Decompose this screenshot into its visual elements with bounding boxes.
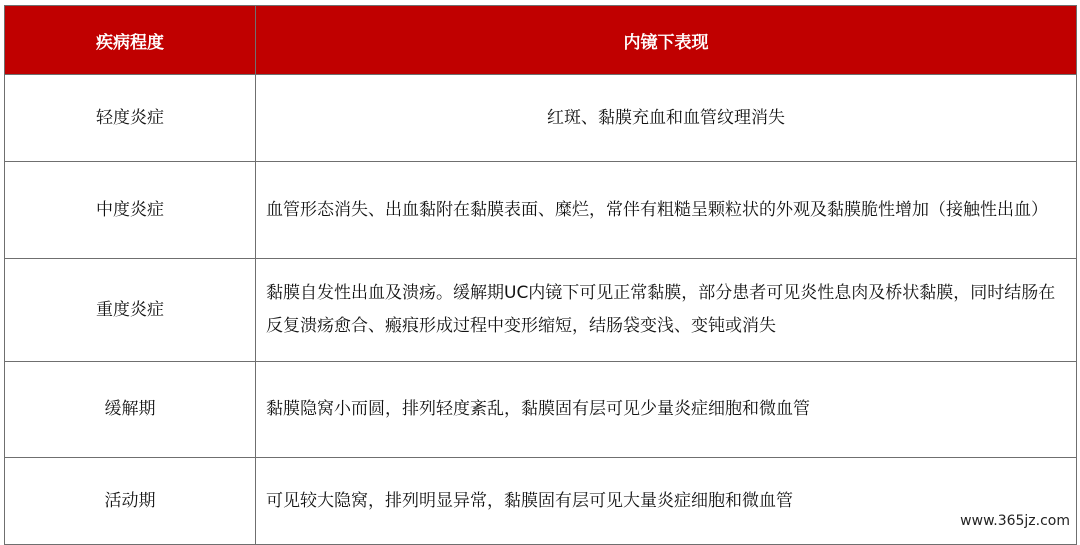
severity-cell: 中度炎症 — [5, 162, 256, 259]
findings-cell: 血管形态消失、出血黏附在黏膜表面、糜烂，常伴有粗糙呈颗粒状的外观及黏膜脆性增加（接触性出血） — [256, 162, 1077, 259]
severity-cell: 活动期 — [5, 458, 256, 545]
header-endoscopic-findings: 内镜下表现 — [256, 6, 1077, 75]
table-row — [5, 162, 1077, 259]
site-watermark: www.365jz.com — [960, 513, 1070, 529]
table-row — [5, 75, 1077, 162]
severity-cell: 重度炎症 — [5, 259, 256, 362]
table-container — [4, 5, 1076, 531]
findings-cell: 黏膜自发性出血及溃疡。缓解期UC内镜下可见正常黏膜，部分患者可见炎性息肉及桥状黏膜，同时结肠在反复溃疡愈合、瘢痕形成过程中变形缩短，结肠袋变浅、变钝或消失 — [256, 259, 1077, 362]
findings-cell: 红斑、黏膜充血和血管纹理消失 — [256, 75, 1077, 162]
endoscopy-findings-table — [4, 5, 1077, 545]
findings-cell: 可见较大隐窝，排列明显异常，黏膜固有层可见大量炎症细胞和微血管 — [256, 458, 1077, 545]
severity-cell: 轻度炎症 — [5, 75, 256, 162]
header-severity: 疾病程度 — [5, 6, 256, 75]
findings-cell: 黏膜隐窝小而圆，排列轻度紊乱，黏膜固有层可见少量炎症细胞和微血管 — [256, 362, 1077, 458]
table-row — [5, 259, 1077, 362]
table-header-row — [5, 6, 1077, 75]
table-row — [5, 458, 1077, 545]
table-row — [5, 362, 1077, 458]
severity-cell: 缓解期 — [5, 362, 256, 458]
